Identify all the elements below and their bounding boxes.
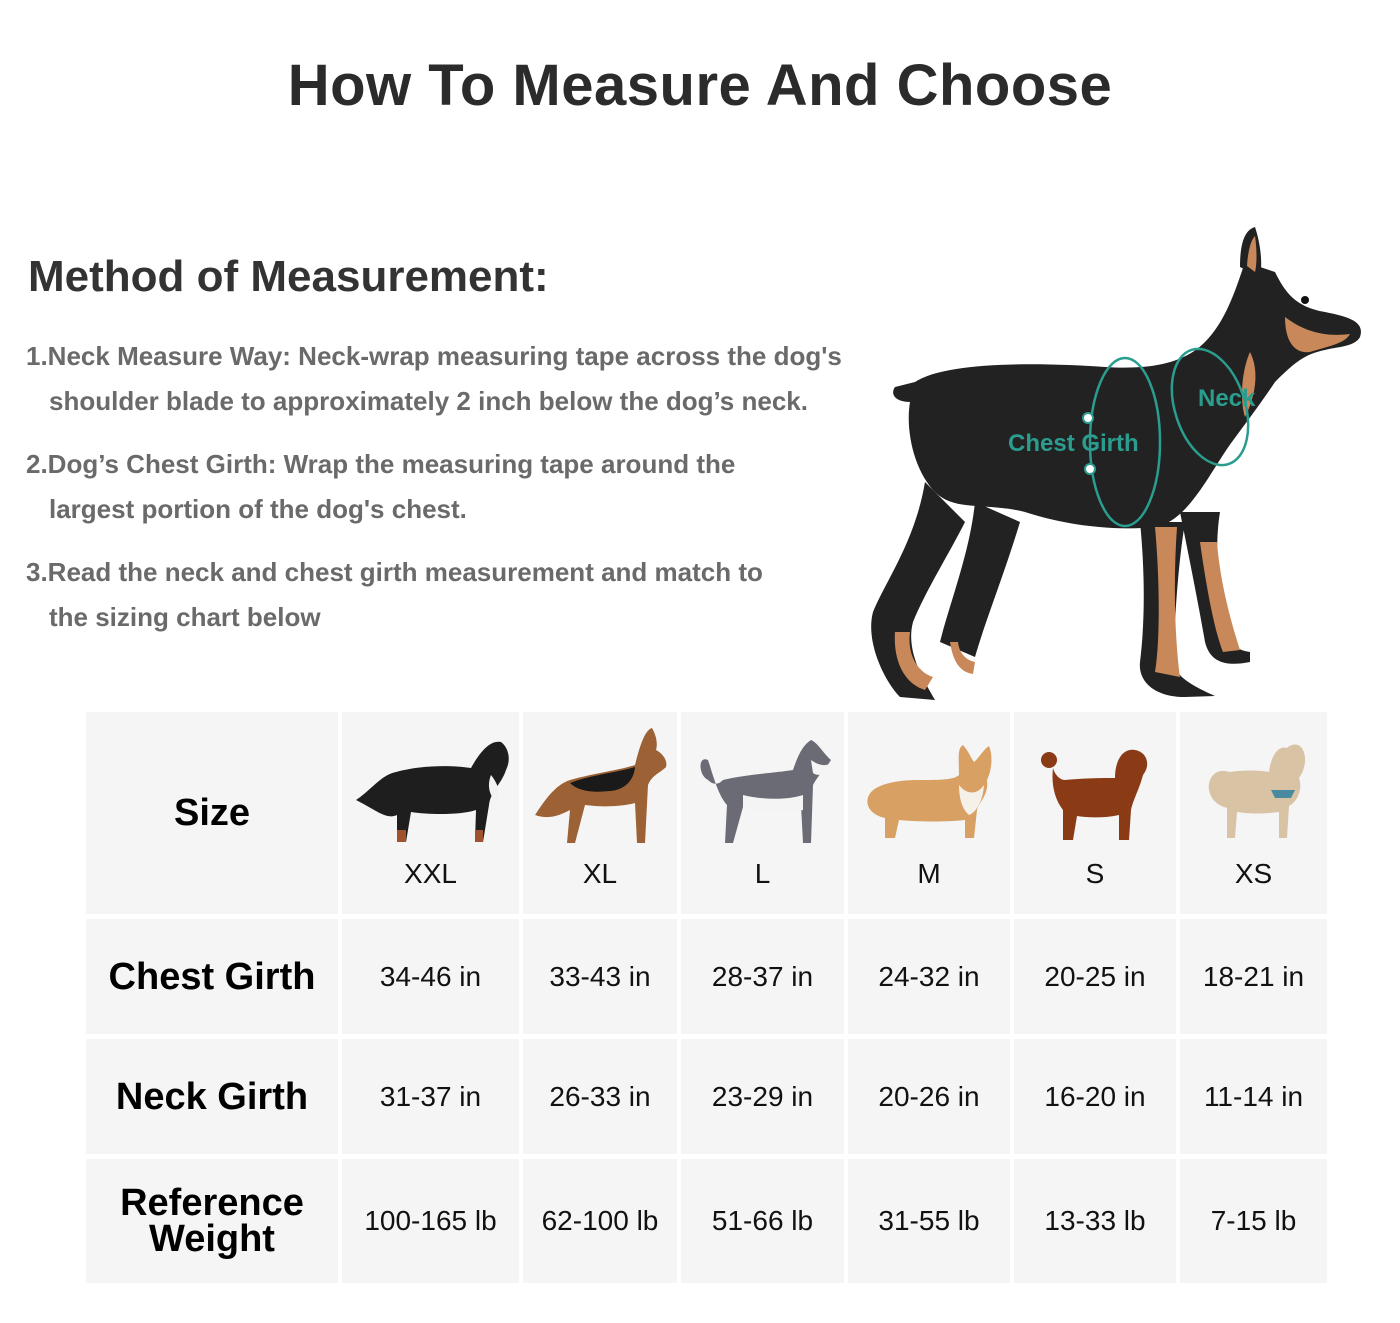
neck-value: 11-14 in <box>1180 1039 1327 1154</box>
chest-value: 20-25 in <box>1014 919 1176 1034</box>
size-label: XL <box>582 858 618 889</box>
row-header-neck-girth: Neck Girth <box>86 1039 338 1154</box>
doberman-illustration <box>855 222 1375 712</box>
neck-value: 20-26 in <box>848 1039 1010 1154</box>
weight-value: 7-15 lb <box>1180 1159 1327 1283</box>
size-chart-table <box>86 712 1327 1283</box>
neck-value: 31-37 in <box>342 1039 519 1154</box>
weight-value: 31-55 lb <box>848 1159 1010 1283</box>
chest-value: 34-46 in <box>342 919 519 1034</box>
chest-value: 28-37 in <box>681 919 844 1034</box>
step-text-line: 2.Dog’s Chest Girth: Wrap the measuring tape around the <box>26 449 736 479</box>
neck-value: 16-20 in <box>1014 1039 1176 1154</box>
pomeranian-icon <box>1199 740 1309 850</box>
weight-value: 62-100 lb <box>523 1159 677 1283</box>
size-cell-xs <box>1180 712 1327 914</box>
weight-value: 51-66 lb <box>681 1159 844 1283</box>
german-shepherd-icon <box>530 725 670 850</box>
measurement-steps <box>26 334 926 658</box>
size-label: S <box>1085 858 1105 889</box>
size-label: XXL <box>404 858 457 889</box>
dog-silhouette-icon <box>855 222 1375 712</box>
size-cell-l <box>681 712 844 914</box>
size-label: L <box>754 858 771 889</box>
row-header-reference-weight <box>86 1159 338 1283</box>
chest-girth-label: Chest Girth <box>1008 430 1139 457</box>
row-header-size: Size <box>86 712 338 914</box>
method-heading: Method of Measurement: <box>28 252 549 301</box>
step-text-line: largest portion of the dog's chest. <box>49 494 467 524</box>
page-title: How To Measure And Choose <box>287 53 1113 118</box>
step-text-line: the sizing chart below <box>49 602 321 632</box>
husky-icon <box>693 725 833 850</box>
corgi-icon <box>859 740 999 850</box>
size-label: M <box>917 858 941 889</box>
row-header-chest-girth: Chest Girth <box>86 919 338 1034</box>
step-text-line: shoulder blade to approximately 2 inch below the dog’s neck. <box>49 386 808 416</box>
neck-label: Neck <box>1198 385 1256 412</box>
chest-value: 24-32 in <box>848 919 1010 1034</box>
size-cell-xl <box>523 712 677 914</box>
step-text-line: 3.Read the neck and chest girth measurement and match to <box>26 557 763 587</box>
size-cell-xxl <box>342 712 519 914</box>
bernese-mountain-dog-icon <box>351 730 511 850</box>
step-match <box>26 550 926 640</box>
step-text-line: 1.Neck Measure Way: Neck-wrap measuring tape across the dog's <box>26 341 842 371</box>
step-chest <box>26 442 926 532</box>
size-cell-s <box>1014 712 1176 914</box>
chest-value: 18-21 in <box>1180 919 1327 1034</box>
row-header-line: Weight <box>149 1218 275 1260</box>
chest-value: 33-43 in <box>523 919 677 1034</box>
weight-value: 100-165 lb <box>342 1159 519 1283</box>
row-header-line: Reference <box>120 1182 304 1224</box>
neck-value: 23-29 in <box>681 1039 844 1154</box>
neck-value: 26-33 in <box>523 1039 677 1154</box>
size-label: XS <box>1234 858 1273 889</box>
poodle-icon <box>1035 740 1155 850</box>
weight-value: 13-33 lb <box>1014 1159 1176 1283</box>
size-cell-m <box>848 712 1010 914</box>
step-neck <box>26 334 926 424</box>
